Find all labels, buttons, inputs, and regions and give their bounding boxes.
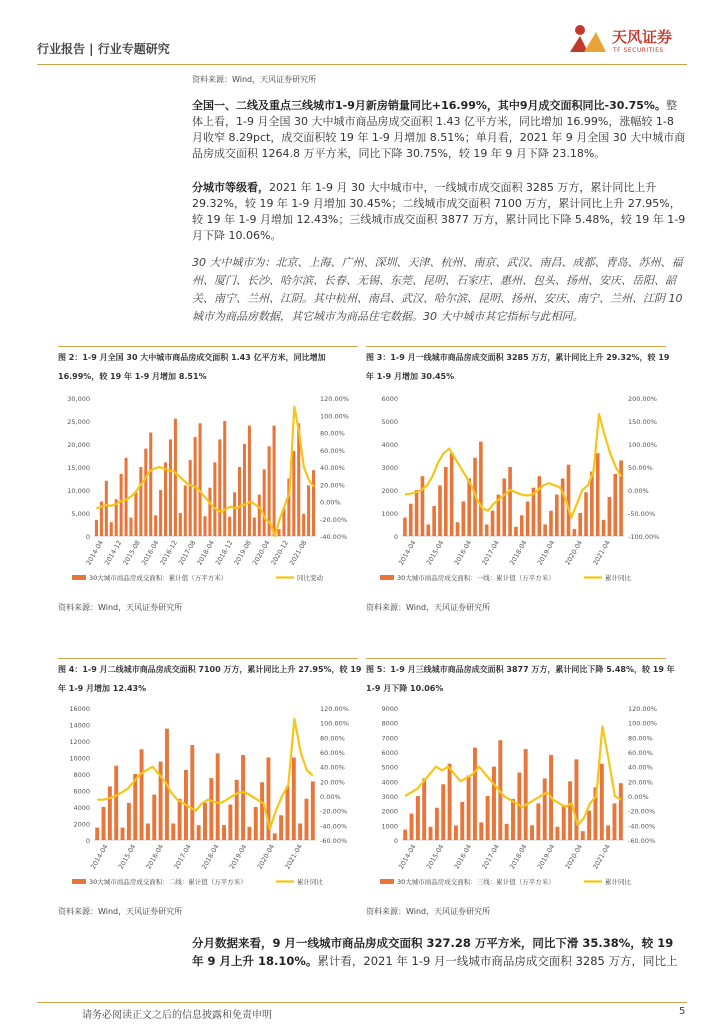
- bar-mark: [613, 474, 617, 536]
- bar-mark: [146, 824, 150, 841]
- x-axis-tick: 2014-04: [397, 539, 418, 567]
- bar-mark: [524, 749, 528, 840]
- paragraph-national-body: 整体上看，1-9 月全国 30 大中城市商品房成交面积 1.43 亿平方米，同比增加 16.99%，涨幅较 1-8 月收窄 8.29pct，成交面积较 19 年 1-9 月增加 8.51%；单月看，2021 年 9 月全国 30 大中城市商品房成交面积 1264.8 万平方米，同比下降 30.75%，较 19 年 9 月下降 23.18%。: [192, 99, 686, 160]
- left-axis-tick: 3000: [381, 793, 398, 801]
- city-list-note: 30 大中城市为：北京、上海、广州、深圳、天津、杭州、南京、武汉、南昌、成都、青岛、苏州、福州、厦门、长沙、哈尔滨、长春、无锡、东莞、昆明、石家庄、惠州、包头、扬州、安庆、岳阳、韶关、南宁、兰州、江阴。其中杭州、南昌、武汉、哈尔滨、昆明、扬州、安庆、南宁、兰州、江阴 10 城市为商品房数据，其它城市为商品住宅数据。30 大中城市其它指标与此相同。: [192, 256, 683, 323]
- x-axis-tick: 2018-04: [195, 539, 216, 567]
- bar-mark: [243, 444, 246, 536]
- bar-mark: [568, 781, 572, 840]
- x-axis-tick: 2016-04: [452, 539, 474, 567]
- right-axis-tick: -40.00%: [628, 822, 656, 831]
- bar-mark: [223, 421, 226, 536]
- left-axis-tick: 30,000: [67, 395, 90, 403]
- left-axis-tick: 5000: [381, 418, 398, 426]
- bar-mark: [403, 830, 407, 840]
- footer-rule: [37, 1002, 687, 1003]
- bar-mark: [584, 492, 588, 536]
- bar-mark: [429, 827, 433, 840]
- report-category: 行业报告 | 行业专题研究: [37, 42, 170, 56]
- bar-mark: [549, 511, 553, 536]
- left-axis-tick: 6000: [381, 749, 398, 757]
- x-axis-tick: 2018-04: [508, 843, 529, 871]
- bar-mark: [154, 515, 157, 536]
- bar-mark: [144, 449, 147, 536]
- bar-mark: [514, 527, 518, 536]
- bar-mark: [467, 479, 471, 537]
- legend-line-label: 累计同比: [605, 574, 631, 582]
- bar-mark: [567, 465, 571, 536]
- bar-mark: [164, 462, 167, 536]
- figure-5-caption: 图 5：1-9 月三线城市商品房成交面积 3877 万方，累计同比下降 5.48%，较 19 年 1-9 月下降 10.06%: [366, 665, 675, 693]
- figure-4-caption: 图 4：1-9 月二线城市商品房成交面积 7100 万方，累计同比上升 27.95%，较 19 年 1-9 月增加 12.43%: [58, 665, 362, 693]
- legend-bar-label: 30大城市商品房成交面积：累计值（万平方米）: [89, 574, 228, 582]
- bar-mark: [184, 485, 187, 536]
- right-axis-tick: -20.00%: [320, 807, 348, 816]
- left-axis-tick: 20,000: [67, 441, 90, 449]
- bar-mark: [159, 490, 162, 536]
- bar-mark: [307, 485, 310, 536]
- x-axis-tick: 2020-04: [563, 843, 585, 871]
- bar-mark: [422, 778, 426, 840]
- bar-mark: [121, 828, 125, 840]
- bar-mark: [441, 784, 445, 840]
- bar-mark: [619, 783, 623, 840]
- x-axis-tick: 2018-04: [508, 539, 529, 567]
- bar-mark: [421, 476, 425, 536]
- bar-mark: [416, 796, 420, 840]
- bar-mark: [241, 755, 245, 840]
- bar-mark: [152, 795, 156, 840]
- bar-mark: [454, 825, 458, 840]
- right-axis-tick: 100.00%: [320, 412, 349, 421]
- figure-4-chart: [58, 702, 358, 892]
- bar-mark: [444, 467, 448, 536]
- bar-mark: [273, 426, 276, 536]
- bar-mark: [247, 827, 251, 840]
- bar-mark: [254, 807, 258, 840]
- left-axis-tick: 9000: [381, 705, 398, 713]
- left-axis-tick: 15,000: [67, 464, 90, 472]
- bar-mark: [450, 453, 454, 536]
- bar-mark: [108, 786, 112, 840]
- bar-mark: [543, 778, 547, 840]
- x-axis-tick: 2021-08: [287, 539, 309, 567]
- legend-line-label: 同比变动: [297, 574, 323, 582]
- footer-disclaimer: 请务必阅读正文之后的信息披露和免责申明: [82, 1010, 272, 1021]
- right-axis-tick: 80.00%: [320, 429, 345, 438]
- bar-mark: [491, 511, 495, 536]
- right-axis-tick: 40.00%: [320, 464, 345, 472]
- bar-mark: [199, 423, 202, 536]
- bar-mark: [536, 803, 540, 840]
- right-axis-tick: 0.00%: [628, 487, 649, 495]
- x-axis-tick: 2014-12: [102, 539, 124, 567]
- left-axis-tick: 6000: [73, 787, 90, 796]
- right-axis-tick: 20.00%: [320, 778, 345, 787]
- right-axis-tick: 60.00%: [320, 446, 345, 455]
- bar-mark: [258, 495, 261, 536]
- right-axis-tick: 20.00%: [628, 778, 653, 787]
- x-axis-tick: 2018-04: [200, 843, 221, 871]
- bar-mark: [178, 799, 182, 840]
- bar-mark: [600, 764, 604, 840]
- bar-mark: [596, 453, 600, 536]
- bar-mark: [102, 807, 106, 840]
- right-axis-tick: 50.00%: [628, 464, 653, 472]
- page-number: 5: [679, 1006, 686, 1017]
- x-axis-tick: 2017-04: [172, 843, 193, 871]
- left-axis-tick: 4000: [381, 441, 398, 449]
- x-axis-tick: 2014-04: [397, 843, 418, 871]
- right-axis-tick: 0.00%: [320, 793, 341, 801]
- bar-mark: [462, 502, 466, 537]
- bar-mark: [125, 458, 128, 536]
- bar-mark: [485, 525, 489, 537]
- left-axis-tick: 10000: [69, 754, 90, 763]
- bar-mark: [190, 745, 194, 840]
- legend-line-label: 累计同比: [605, 878, 631, 886]
- legend-bar-label: 30大城市商品房成交面积：一线：累计值（万平方米）: [397, 574, 555, 582]
- bar-mark: [486, 796, 490, 840]
- bar-mark: [208, 488, 211, 536]
- right-axis-tick: -40.00%: [320, 822, 348, 831]
- x-axis-tick: 2015-04: [424, 539, 446, 567]
- bar-mark: [555, 827, 559, 840]
- bar-mark: [260, 782, 264, 840]
- left-axis-tick: 2000: [381, 487, 398, 495]
- bar-mark: [302, 514, 305, 536]
- bar-mark: [149, 433, 152, 537]
- x-axis-tick: 2016-12: [158, 539, 179, 567]
- left-axis-tick: 0: [85, 533, 90, 541]
- bar-mark: [298, 824, 302, 841]
- bar-mark: [555, 495, 559, 536]
- bar-mark: [263, 469, 266, 536]
- left-axis-tick: 3000: [381, 464, 398, 472]
- bar-mark: [134, 492, 137, 536]
- bar-mark: [171, 824, 175, 841]
- bar-mark: [311, 781, 315, 840]
- yoy-line: [405, 414, 621, 517]
- bar-mark: [277, 529, 280, 536]
- bar-mark: [606, 825, 610, 840]
- x-axis-tick: 2018-12: [213, 539, 235, 567]
- bar-mark: [110, 522, 113, 536]
- bar-mark: [456, 522, 460, 536]
- bar-mark: [253, 518, 256, 536]
- bar-mark: [602, 520, 606, 536]
- x-axis-tick: 2016-04: [139, 539, 161, 567]
- x-axis-tick: 2017-04: [480, 843, 501, 871]
- bar-mark: [448, 764, 452, 840]
- bar-mark: [403, 518, 407, 536]
- x-axis-tick: 2020-04: [250, 539, 272, 567]
- bar-mark: [133, 774, 137, 840]
- bar-mark: [120, 474, 123, 536]
- x-axis-tick: 2019-04: [535, 843, 557, 871]
- x-axis-tick: 2015-08: [121, 539, 142, 567]
- bar-mark: [502, 479, 506, 537]
- bar-mark: [409, 504, 413, 536]
- bar-mark: [526, 502, 530, 537]
- bar-mark: [203, 803, 207, 840]
- bar-mark: [410, 814, 414, 840]
- bar-mark: [139, 467, 142, 536]
- bar-mark: [169, 439, 172, 536]
- bar-mark: [179, 513, 182, 536]
- paragraph-national: [192, 98, 687, 162]
- figure-5-rule: [366, 658, 666, 659]
- x-axis-tick: 2015-04: [424, 843, 446, 871]
- figure-5-source: 资料来源：Wind，天风证券研究所: [366, 907, 491, 916]
- paragraph-tiers-body: 2021 年 1-9 月 30 大中城市中，一线城市成交面积 3285 万方，累计同比上升 29.32%，较 19 年 1-9 月增加 30.45%；二线城市成交面积 7100 万方，累计同比上升 27.95%，较 19 年 1-9 月增加 12.43%；三线城市成交面积 3877 万方，累计同比下降 5.48%，较 19 年 1-9 月下降 10.06%。: [192, 181, 686, 242]
- bar-mark: [426, 525, 430, 537]
- bar-mark: [460, 802, 464, 840]
- x-axis-tick: 2020-04: [563, 539, 585, 567]
- x-axis-tick: 2016-04: [452, 843, 474, 871]
- bar-mark: [432, 506, 436, 536]
- right-axis-tick: 20.00%: [320, 481, 345, 490]
- bar-mark: [561, 479, 565, 537]
- right-axis-tick: -60.00%: [320, 837, 348, 845]
- left-axis-tick: 8000: [73, 771, 90, 779]
- legend-line-label: 累计同比: [297, 878, 323, 886]
- bar-mark: [216, 753, 220, 840]
- brand-mark-icon: [566, 22, 610, 62]
- right-axis-tick: 120.00%: [320, 705, 349, 713]
- figure-3-rule: [366, 346, 666, 347]
- figure-2-source: 资料来源：Wind，天风证券研究所: [58, 603, 183, 612]
- x-axis-tick: 2020-04: [255, 843, 277, 871]
- legend-bar-swatch: [380, 575, 394, 580]
- figure-5-chart: [366, 702, 666, 892]
- x-axis-tick: 2021-04: [283, 843, 304, 871]
- bar-mark: [520, 515, 524, 536]
- bar-mark: [613, 803, 617, 840]
- bar-mark: [581, 831, 585, 840]
- paragraph-monthly: [192, 934, 687, 970]
- bar-mark: [285, 786, 289, 840]
- bar-mark: [129, 518, 132, 536]
- top-source-note: 资料来源：Wind，天风证券研究所: [192, 75, 317, 84]
- bar-mark: [140, 749, 144, 840]
- right-axis-tick: 120.00%: [320, 395, 349, 403]
- x-axis-tick: 2019-08: [232, 539, 253, 567]
- paragraph-monthly-body: 累计看，2021 年 1-9 月一线城市商品房成交面积 3285 万方，同比上: [317, 954, 678, 968]
- x-axis-tick: 2014-04: [84, 539, 105, 567]
- left-axis-tick: 14000: [69, 721, 90, 730]
- bar-mark: [511, 799, 515, 840]
- legend-bar-swatch: [72, 575, 86, 580]
- right-axis-tick: 100.00%: [320, 719, 349, 728]
- bar-mark: [228, 805, 232, 840]
- legend-bar-label: 30大城市商品房成交面积：二线：累计值（万平方米）: [89, 878, 247, 886]
- left-axis-tick: 4000: [73, 804, 90, 812]
- right-axis-tick: 60.00%: [628, 749, 653, 757]
- bar-mark: [438, 485, 442, 536]
- bar-mark: [273, 833, 277, 840]
- x-axis-tick: 2021-04: [591, 843, 612, 871]
- bar-mark: [218, 439, 221, 536]
- left-axis-tick: 0: [85, 837, 90, 845]
- bar-mark: [608, 497, 612, 536]
- left-axis-tick: 2000: [381, 807, 398, 816]
- bar-mark: [292, 758, 296, 841]
- left-axis-tick: 4000: [381, 778, 398, 787]
- x-axis-tick: 2021-04: [591, 539, 612, 567]
- paragraph-national-headline: 全国一、二线及重点三线城市1-9月新房销量同比+16.99%，其中9月成交面积同比-30.75%。: [192, 99, 666, 112]
- bar-mark: [573, 529, 577, 536]
- bar-mark: [238, 467, 241, 536]
- bar-mark: [578, 513, 582, 536]
- bar-mark: [105, 481, 108, 536]
- figure-4-source: 资料来源：Wind，天风证券研究所: [58, 907, 183, 916]
- brand-name-cn: 天风证券: [612, 28, 673, 46]
- bar-mark: [587, 811, 591, 840]
- bar-mark: [209, 778, 213, 840]
- bar-mark: [415, 490, 419, 536]
- legend-bar-label: 30大城市商品房成交面积：三线：累计值（万平方米）: [397, 878, 555, 886]
- left-axis-tick: 16000: [69, 705, 90, 713]
- bar-mark: [228, 517, 231, 536]
- right-axis-tick: -20.00%: [628, 807, 656, 816]
- right-axis-tick: 100.00%: [628, 441, 657, 449]
- bar-mark: [213, 462, 216, 536]
- left-axis-tick: 12000: [69, 738, 90, 746]
- paragraph-tiers-lead: 分城市等级看，: [192, 181, 269, 194]
- bar-mark: [479, 822, 483, 840]
- bar-mark: [473, 748, 477, 840]
- bar-mark: [562, 805, 566, 840]
- left-axis-tick: 5,000: [71, 510, 90, 518]
- left-axis-tick: 0: [393, 837, 398, 845]
- figure-2-caption: 图 2：1-9 月全国 30 大中城市商品房成交面积 1.43 亿平方米，同比增加 16.99%，较 19 年 1-9 月增加 8.51%: [58, 353, 326, 381]
- x-axis-tick: 2014-04: [89, 843, 110, 871]
- left-axis-tick: 7000: [381, 734, 398, 743]
- right-axis-tick: 40.00%: [320, 763, 345, 772]
- brand-name-en: TF SECURITIES: [613, 47, 664, 54]
- right-axis-tick: 120.00%: [628, 705, 657, 713]
- right-axis-tick: 150.00%: [628, 418, 657, 426]
- right-axis-tick: -60.00%: [628, 837, 656, 845]
- figure-2-chart: [58, 392, 358, 588]
- left-axis-tick: 6000: [381, 395, 398, 403]
- bar-mark: [505, 824, 509, 840]
- bar-mark: [543, 525, 547, 537]
- x-axis-tick: 2019-04: [227, 843, 249, 871]
- bar-mark: [189, 460, 192, 536]
- right-axis-tick: 60.00%: [320, 749, 345, 757]
- bar-mark: [574, 759, 578, 840]
- x-axis-tick: 2019-04: [535, 539, 557, 567]
- x-axis-tick: 2015-04: [116, 843, 138, 871]
- left-axis-tick: 25,000: [67, 418, 90, 426]
- bar-mark: [114, 766, 118, 840]
- figure-3-chart: [366, 392, 666, 588]
- bar-mark: [222, 825, 226, 840]
- bar-mark: [537, 476, 541, 536]
- bar-mark: [235, 780, 239, 840]
- bar-mark: [95, 520, 98, 536]
- bar-mark: [174, 419, 177, 536]
- left-axis-tick: 10,000: [67, 487, 90, 495]
- bar-mark: [197, 825, 201, 840]
- figure-3-source: 资料来源：Wind，天风证券研究所: [366, 603, 491, 612]
- bar-mark: [467, 775, 471, 840]
- bar-mark: [292, 451, 295, 536]
- bar-mark: [492, 767, 496, 840]
- bar-mark: [619, 460, 623, 536]
- left-axis-tick: 5000: [381, 763, 398, 772]
- header-rule: [37, 64, 687, 65]
- right-axis-tick: 40.00%: [628, 763, 653, 772]
- right-axis-tick: 80.00%: [628, 734, 653, 743]
- figure-2-rule: [58, 346, 358, 347]
- right-axis-tick: -20.00%: [320, 515, 348, 524]
- bar-mark: [305, 799, 309, 840]
- right-axis-tick: 0.00%: [628, 793, 649, 801]
- legend-bar-swatch: [380, 879, 394, 884]
- left-axis-tick: 1000: [381, 822, 398, 831]
- x-axis-tick: 2016-04: [144, 843, 166, 871]
- right-axis-tick: 0.00%: [320, 498, 341, 507]
- x-axis-tick: 2017-04: [480, 539, 501, 567]
- left-axis-tick: 2000: [73, 820, 90, 829]
- left-axis-tick: 0: [393, 533, 398, 541]
- paragraph-tiers: [192, 180, 687, 244]
- bar-mark: [248, 426, 251, 536]
- right-axis-tick: 100.00%: [628, 719, 657, 728]
- bar-mark: [508, 467, 512, 536]
- right-axis-tick: 200.00%: [628, 395, 657, 403]
- legend-bar-swatch: [72, 879, 86, 884]
- bar-mark: [95, 828, 99, 840]
- left-axis-tick: 8000: [381, 719, 398, 728]
- right-axis-tick: -100.00%: [628, 533, 660, 541]
- right-axis-tick: 80.00%: [320, 734, 345, 743]
- x-axis-tick: 2020-12: [269, 539, 290, 567]
- bar-mark: [530, 825, 534, 840]
- bar-mark: [233, 492, 236, 536]
- right-axis-tick: -50.00%: [628, 510, 656, 518]
- left-axis-tick: 1000: [381, 510, 398, 518]
- figure-3-caption: 图 3：1-9 月一线城市商品房成交面积 3285 万方，累计同比上升 29.32%，较 19 年 1-9 月增加 30.45%: [366, 353, 670, 381]
- bar-mark: [479, 442, 483, 536]
- bar-mark: [279, 815, 283, 840]
- bar-mark: [127, 803, 131, 840]
- right-axis-tick: -40.00%: [320, 533, 348, 541]
- figure-4-rule: [58, 658, 358, 659]
- paragraph-monthly-lead: 分月数据来看，9 月一线城市商品房成交面积 327.28 万平方米，同比下滑 35.38%，较 19 年 9 月上升 18.10%。: [192, 936, 674, 968]
- bar-mark: [312, 470, 315, 536]
- bar-mark: [203, 516, 206, 536]
- bar-mark: [435, 808, 439, 840]
- x-axis-tick: 2017-08: [176, 539, 198, 567]
